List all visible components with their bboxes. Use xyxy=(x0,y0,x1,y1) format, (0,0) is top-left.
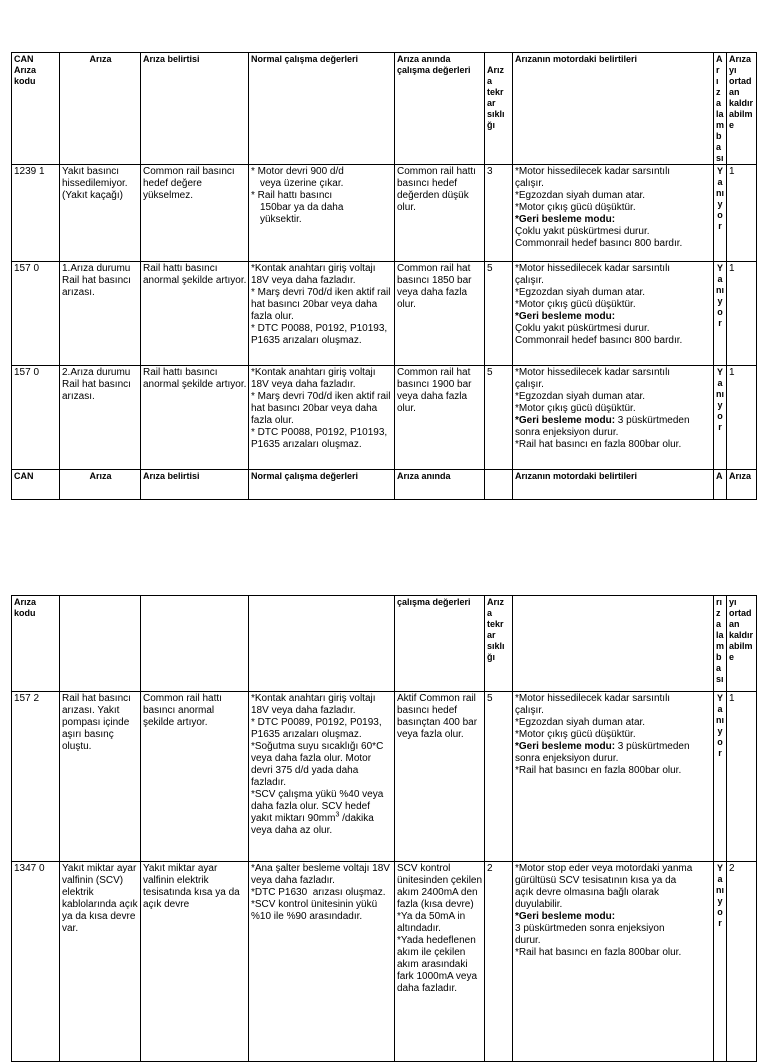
fault-values: Common rail hat basıncı 1900 bar veya daha fazla olur. xyxy=(395,366,485,470)
table-header-row xyxy=(12,596,757,692)
header-symptom: Arıza belirtisi xyxy=(141,53,249,165)
warning-lamp-value: Y a nı y o r xyxy=(714,165,727,262)
header-fault-values: çalışma değerleri xyxy=(395,596,485,692)
header-fault-values: Arıza anında çalışma değerleri xyxy=(395,53,485,165)
header-fault: Arıza xyxy=(60,470,141,500)
fault-code-table-2 xyxy=(11,595,757,1062)
header-engine-symptoms: Arızanın motordaki belirtileri xyxy=(513,470,714,500)
fault-symptom: Common rail hattı basıncı anormal şekilde artıyor. xyxy=(141,692,249,862)
header-can-code: CAN xyxy=(12,470,60,500)
engine-symptoms: *Motor hissedilecek kadar sarsıntılı çalışır. *Egzozdan siyah duman atar. *Motor çıkış gücü düşüktür. *Geri besleme modu: Çoklu yakıt püskürtmesi durur. Commonrail hedef basıncı 800 bardır. xyxy=(513,262,714,366)
header-engine-symptoms: Arızanın motordaki belirtileri xyxy=(513,53,714,165)
table-header-continued-row xyxy=(12,470,757,500)
fault-code: 157 2 xyxy=(12,692,60,862)
warning-lamp-value: Y a nı y o r xyxy=(714,262,727,366)
fault-code-table-1 xyxy=(11,52,757,500)
fault-symptom: Rail hattı basıncı anormal şekilde artıyor. xyxy=(141,262,249,366)
fault-code: 1347 0 xyxy=(12,862,60,1062)
header-symptom: Arıza belirtisi xyxy=(141,470,249,500)
table-row xyxy=(12,366,757,470)
clearable-value: 1 xyxy=(727,165,757,262)
header-normal-values: Normal çalışma değerleri xyxy=(249,53,395,165)
table-header-row xyxy=(12,53,757,165)
engine-symptoms: *Motor stop eder veya motordaki yanma gürültüsü SCV tesisatının kısa ya da açık devre olmasına bağlı olarak duyulabilir. *Geri besleme modu: 3 püskürtmeden sonra enjeksiyon durur. *Rail hat basıncı en fazla 800bar olur. xyxy=(513,862,714,1062)
normal-values: *Kontak anahtarı giriş voltajı 18V veya daha fazladır. * Marş devri 70d/d iken aktif rail hat basıncı 20bar veya daha fazla olur. * DTC P0088, P0192, P10193, P1635 arızaları oluşmaz. xyxy=(249,366,395,470)
header-clearable: yı ortad an kaldır abilm e xyxy=(727,596,757,692)
engine-symptoms: *Motor hissedilecek kadar sarsıntılı çalışır. *Egzozdan siyah duman atar. *Motor çıkış gücü düşüktür. *Geri besleme modu: Çoklu yakıt püskürtmesi durur. Commonrail hedef basıncı 800 bardır. xyxy=(513,165,714,262)
engine-symptoms: *Motor hissedilecek kadar sarsıntılı çalışır. *Egzozdan siyah duman atar. *Motor çıkış gücü düşüktür. *Geri besleme modu: 3 püskürtmeden sonra enjeksiyon durur. *Rail hat basıncı en fazla 800bar olur. xyxy=(513,366,714,470)
fault-values: Common rail hattı basıncı hedef değerden düşük olur. xyxy=(395,165,485,262)
header-fault xyxy=(60,596,141,692)
repeat-frequency: 5 xyxy=(485,692,513,862)
fault-name: Yakıt miktar ayar valfinin (SCV) elektrik kablolarında açık ya da kısa devre var. xyxy=(60,862,141,1062)
fault-code: 1239 1 xyxy=(12,165,60,262)
repeat-frequency: 3 xyxy=(485,165,513,262)
normal-values: *Kontak anahtarı giriş voltajı 18V veya daha fazladır. * Marş devri 70d/d iken aktif rail hat basıncı 20bar veya daha fazla olur. * DTC P0088, P0192, P10193, P1635 arızaları oluşmaz. xyxy=(249,262,395,366)
fault-values: SCV kontrol ünitesinden çekilen akım 2400mA den fazla (kısa devre) *Ya da 50mA in altındadır. *Yada hedeflenen akım ile çekilen akım arasındaki fark 1000mA veya daha fazladır. xyxy=(395,862,485,1062)
fault-name: Yakıt basıncı hissedilemiyor. (Yakıt kaçağı) xyxy=(60,165,141,262)
header-can-code: Arıza kodu xyxy=(12,596,60,692)
normal-values: *Ana şalter besleme voltajı 18V veya daha fazladır. *DTC P1630 arızası oluşmaz. *SCV kontrol ünitesinin yükü %10 ile %90 arasındadır. xyxy=(249,862,395,1062)
warning-lamp-value: Y a nı y o r xyxy=(714,862,727,1062)
engine-symptoms: *Motor hissedilecek kadar sarsıntılı çalışır. *Egzozdan siyah duman atar. *Motor çıkış gücü düşüktür. *Geri besleme modu: 3 püskürtmeden sonra enjeksiyon durur. *Rail hat basıncı en fazla 800bar olur. xyxy=(513,692,714,862)
header-symptom xyxy=(141,596,249,692)
header-normal-values xyxy=(249,596,395,692)
fault-symptom: Common rail basıncı hedef değere yükselmez. xyxy=(141,165,249,262)
header-clearable: Arıza yı ortad an kaldır abilm e xyxy=(727,53,757,165)
header-can-code: CAN Arıza kodu xyxy=(12,53,60,165)
fault-symptom: Rail hattı basıncı anormal şekilde artıyor. xyxy=(141,366,249,470)
repeat-frequency: 5 xyxy=(485,262,513,366)
header-engine-symptoms xyxy=(513,596,714,692)
clearable-value: 1 xyxy=(727,262,757,366)
table-row xyxy=(12,692,757,862)
fault-code: 157 0 xyxy=(12,366,60,470)
header-clearable: Arıza xyxy=(727,470,757,500)
header-frequency: Arız a tekr ar sıklı ğı xyxy=(485,53,513,165)
normal-values: *Kontak anahtarı giriş voltajı 18V veya daha fazladır. * DTC P0089, P0192, P0193, P1635 arızaları oluşmaz. *Soğutma suyu sıcaklığı 60*C veya daha fazla olur. Motor devri 375 d/d yada daha fazladır. *SCV çalışma yükü %40 veya daha fazla olur. SCV hedef yakıt miktarı $90mm^3$ /dakika veya daha az olur. xyxy=(249,692,395,862)
warning-lamp-value: Y a nı y o r xyxy=(714,692,727,862)
clearable-value: 1 xyxy=(727,366,757,470)
table-row xyxy=(12,165,757,262)
clearable-value: 2 xyxy=(727,862,757,1062)
fault-code: 157 0 xyxy=(12,262,60,366)
header-warning-lamp: A r ı z a la m b a sı xyxy=(714,53,727,165)
table-row xyxy=(12,862,757,1062)
table-row xyxy=(12,262,757,366)
fault-symptom: Yakıt miktar ayar valfinin elektrik tesisatında kısa ya da açık devre xyxy=(141,862,249,1062)
fault-name: 2.Arıza durumu Rail hat basıncı arızası. xyxy=(60,366,141,470)
header-fault-values: Arıza anında xyxy=(395,470,485,500)
header-frequency xyxy=(485,470,513,500)
fault-values: Common rail hat basıncı 1850 bar veya daha fazla olur. xyxy=(395,262,485,366)
header-fault: Arıza xyxy=(60,53,141,165)
fault-values: Aktif Common rail basıncı hedef basınçtan 400 bar veya fazla olur. xyxy=(395,692,485,862)
header-normal-values: Normal çalışma değerleri xyxy=(249,470,395,500)
header-warning-lamp: A xyxy=(714,470,727,500)
normal-values: * Motor devri 900 d/d veya üzerine çıkar. * Rail hattı basıncı 150bar ya da daha yüksektir. xyxy=(249,165,395,262)
repeat-frequency: 5 xyxy=(485,366,513,470)
warning-lamp-value: Y a nı y o r xyxy=(714,366,727,470)
clearable-value: 1 xyxy=(727,692,757,862)
header-warning-lamp: rı z a la m b a sı xyxy=(714,596,727,692)
repeat-frequency: 2 xyxy=(485,862,513,1062)
fault-name: Rail hat basıncı arızası. Yakıt pompası içinde aşırı basınç oluştu. xyxy=(60,692,141,862)
header-frequency: Arız a tekr ar sıklı ğı xyxy=(485,596,513,692)
fault-name: 1.Arıza durumu Rail hat basıncı arızası. xyxy=(60,262,141,366)
